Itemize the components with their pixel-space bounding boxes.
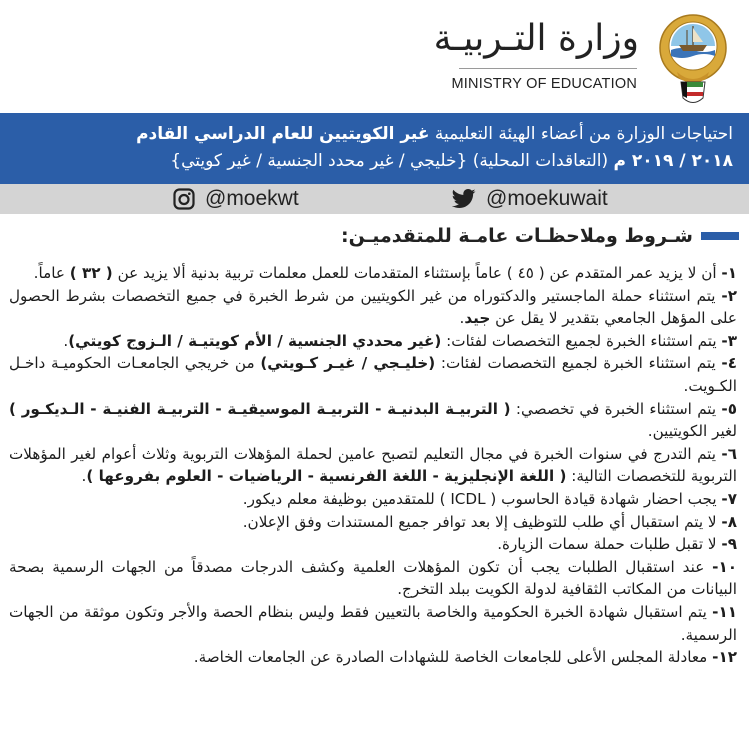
- condition-number: ١٠-: [712, 557, 737, 576]
- condition-item: [9, 262, 737, 285]
- condition-number: ٨-: [721, 512, 737, 531]
- banner-line-2-text: (التعاقدات المحلية) {خليجي / غير محدد الجنسية / غير كويتي}: [170, 151, 614, 171]
- banner-line-1-text: احتياجات الوزارة من أعضاء الهيئة التعليمية: [429, 124, 733, 144]
- condition-bold: ( ٣٢ ): [69, 264, 113, 282]
- condition-text: أن لا يزيد عمر المتقدم عن ( ٤٥ ) عاماً بإستثناء المتقدمات للعمل معلمات تربية بدنية ألا يزيد عن: [112, 264, 722, 282]
- twitter-icon: [452, 189, 476, 209]
- conditions-list: [9, 262, 737, 669]
- condition-tail: لغير الكويتيين.: [647, 422, 737, 441]
- condition-tail: .: [81, 467, 87, 486]
- condition-number: ٩-: [721, 535, 737, 554]
- condition-item: [9, 601, 737, 646]
- condition-number: ٦-: [721, 444, 737, 463]
- condition-number: ٧-: [721, 489, 737, 508]
- condition-item: [9, 285, 737, 330]
- banner-line-2: [16, 148, 733, 175]
- condition-tail: .: [63, 331, 69, 350]
- condition-text: يجب احضار شهادة قيادة الحاسوب ( ICDL ) للمتقدمين بوظيفة معلم ديكور.: [242, 489, 722, 508]
- condition-number: ١١-: [712, 602, 737, 621]
- condition-number: ٣-: [721, 331, 737, 350]
- condition-item: [9, 646, 737, 669]
- condition-text: لا تقبل طلبات حملة سمات الزيارة.: [497, 535, 722, 554]
- condition-text: يتم التدرج في سنوات الخبرة في مجال التعليم لتصبح عامين لحملة المؤهلات التربوية وثلاث أعوام لغير المؤهلات التربوية للتخصصات التالية:: [9, 444, 737, 486]
- condition-text: يتم استثناء حملة الماجستير والدكتوراه من غير الكويتيين من شرط الخبرة في جميع التخصصات بشرط الحصول على المؤهل الجامعي بتقدير لا يقل عن: [9, 286, 737, 328]
- condition-tail: عاماً.: [33, 264, 70, 282]
- condition-item: [9, 352, 737, 397]
- condition-bold: (غير محددي الجنسية / الأم كويتيـة / الـزوج كويتي): [68, 331, 442, 350]
- condition-bold: ( اللغة الإنجليزية - اللغة الفرنسية - الرياضيات - العلوم بفروعها ): [86, 467, 567, 486]
- condition-text: يتم استقبال شهادة الخبرة الحكومية والخاصة بالتعيين فقط وليس بنظام الحصة والأجر وتكون موثقة من الجهات الرسمية.: [9, 602, 737, 644]
- twitter-link[interactable]: [452, 187, 608, 211]
- condition-item: [9, 330, 737, 353]
- condition-number: ١-: [721, 264, 737, 282]
- banner-line-1-bold: غير الكويتيين للعام الدراسي القادم: [136, 124, 430, 144]
- condition-number: ٤-: [721, 354, 737, 373]
- condition-tail: .: [459, 309, 465, 328]
- section-title: شـروط وملاحظـات عامـة للمتقدميـن:: [341, 225, 693, 247]
- title-banner: [0, 113, 749, 184]
- condition-text: يتم استثناء الخبرة لجميع التخصصات لفئات:: [441, 331, 722, 350]
- ministry-name-english: MINISTRY OF EDUCATION: [451, 76, 637, 92]
- condition-item: [9, 398, 737, 443]
- condition-bold: ( التربيـة البدنيـة - التربيـة الموسيقيـة - التربيـة الفنيـة - الـديكـور ): [9, 399, 511, 418]
- kuwait-emblem-icon: [657, 12, 729, 108]
- banner-year: ٢٠١٨ / ٢٠١٩ م: [613, 151, 733, 171]
- condition-bold: جيد: [464, 309, 491, 328]
- twitter-handle: @moekuwait: [486, 187, 608, 210]
- condition-number: ٢-: [721, 286, 737, 305]
- page-header: [0, 0, 749, 113]
- ministry-name-arabic: وزارة التـربيـة: [433, 18, 639, 59]
- condition-text: يتم استثناء الخبرة لجميع التخصصات لفئات:: [435, 354, 722, 373]
- condition-text: يتم استثناء الخبرة في تخصصي:: [510, 399, 722, 418]
- instagram-link[interactable]: [173, 187, 299, 211]
- condition-text: معادلة المجلس الأعلى للجامعات الخاصة للشهادات الصادرة عن الجامعات الخاصة.: [193, 648, 713, 667]
- instagram-handle: @moekwt: [205, 187, 299, 210]
- condition-tail: من خريجي الجامعـات الحكوميـة داخـل الكـويت.: [9, 354, 737, 395]
- condition-number: ١٢-: [712, 648, 737, 667]
- condition-item: [9, 556, 737, 601]
- section-heading: [341, 222, 739, 250]
- condition-item: [9, 488, 737, 511]
- condition-text: لا يتم استقبال أي طلب للتوظيف إلا بعد توافر جميع المستندات وفق الإعلان.: [242, 512, 722, 531]
- social-strip: [0, 184, 749, 214]
- instagram-icon: [173, 188, 195, 210]
- logo-divider: [459, 68, 637, 69]
- condition-text: عند استقبال الطلبات يجب أن تكون المؤهلات العلمية وكشف الدرجات مصدقاً من الجهات الرسمية بصحة البيانات من المكاتب الثقافية لدولة الكويت ببلد التخرج.: [9, 557, 737, 599]
- condition-number: ٥-: [721, 399, 737, 418]
- banner-line-1: [16, 121, 733, 148]
- ministry-logo: [429, 10, 729, 110]
- heading-accent-bar: [701, 232, 739, 240]
- condition-bold: (خليـجي / غيـر كـويتي): [260, 354, 436, 373]
- condition-item: [9, 511, 737, 534]
- condition-item: [9, 443, 737, 488]
- condition-item: [9, 533, 737, 556]
